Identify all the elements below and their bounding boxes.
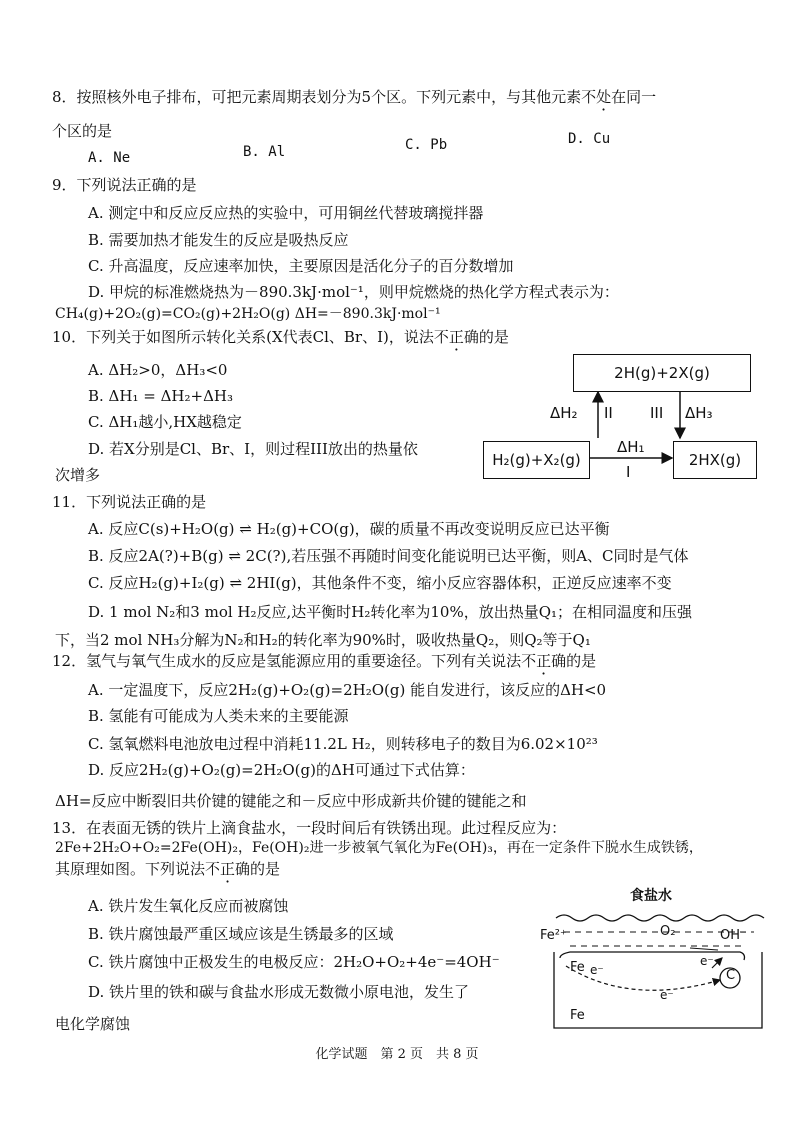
q12-option-b: B. 氢能有可能成为人类未来的主要能源 bbox=[88, 707, 349, 725]
q13-label-electron-1: e⁻ bbox=[590, 963, 604, 977]
q13-option-c: C. 铁片腐蚀中正极发生的电极反应：2H₂O+O₂+4e⁻=4OH⁻ bbox=[88, 953, 500, 971]
q10-option-b: B. ΔH₁ = ΔH₂+ΔH₃ bbox=[88, 387, 234, 405]
q13-stem-reaction: 2Fe+2H₂O+O₂=2Fe(OH)₂，Fe(OH)₂进一步被氧气氧化为Fe(OH)₃，再在一定条件下脱水生成铁锈， bbox=[55, 840, 703, 856]
q10-stem-emphasis: 不正确 bbox=[433, 328, 479, 346]
q13-stem-continued bbox=[55, 860, 280, 878]
q13-label-brine: 食盐水 bbox=[630, 888, 672, 904]
q10-stem-b: 的是 bbox=[478, 328, 509, 346]
q9-option-d: D. 甲烷的标准燃烧热为－890.3kJ·mol⁻¹，则甲烷燃烧的热化学方程式表示为： bbox=[88, 283, 619, 301]
q8-option-a: A. Ne bbox=[88, 150, 131, 166]
q11-stem: 11．下列说法正确的是 bbox=[52, 493, 207, 511]
q13-label-carbon: C bbox=[726, 968, 736, 983]
q8-stem-b: 同一 bbox=[626, 88, 657, 106]
q10-box-product: 2HX(g) bbox=[673, 441, 757, 479]
q11-option-c: C. 反应H₂(g)+I₂(g) ⇌ 2HI(g)，其他条件不变，缩小反应容器体积，正逆反应速率不变 bbox=[88, 574, 672, 592]
q13-label-electron-2: e⁻ bbox=[660, 988, 674, 1002]
q10-label-step3: III bbox=[650, 404, 664, 422]
q10-label-dh1: ΔH₁ bbox=[617, 438, 645, 456]
q12-stem-a: 12．氢气与氧气生成水的反应是氢能源应用的重要途径。下列有关说法 bbox=[52, 652, 522, 670]
q10-label-dh3: ΔH₃ bbox=[685, 404, 713, 422]
q13-label-fe2: Fe²⁺ bbox=[540, 928, 567, 943]
q10-stem bbox=[52, 328, 509, 346]
q10-box-atoms: 2H(g)+2X(g) bbox=[573, 354, 751, 392]
q13-iron-plate-outline bbox=[554, 952, 762, 1028]
page-footer: 化学试题 第 2 页 共 8 页 bbox=[315, 1047, 479, 1062]
q10-option-a: A. ΔH₂>0，ΔH₃<0 bbox=[88, 361, 228, 379]
q8-stem-a: 8．按照核外电子排布，可把元素周期表划分为5个区。下列元素中，与其他元素 bbox=[52, 88, 582, 106]
q9-equation: CH₄(g)+2O₂(g)=CO₂(g)+2H₂O(g) ΔH=－890.3kJ·mol⁻¹ bbox=[55, 306, 441, 322]
q13-stem-emphasis: 不正确 bbox=[205, 860, 251, 878]
q12-stem-b: 的是 bbox=[566, 652, 597, 670]
q13-label-fe-plate: Fe bbox=[570, 1008, 585, 1023]
q13-label-oh: OH⁻ bbox=[720, 928, 747, 943]
q10-energy-diagram bbox=[480, 350, 780, 490]
q10-option-d: D. 若X分别是Cl、Br、I，则过程III放出的热量依 bbox=[88, 440, 418, 458]
q13-stem-c-b: 的是 bbox=[250, 860, 281, 878]
q13-label-o2: O₂ bbox=[660, 924, 676, 939]
q13-corrosion-diagram bbox=[540, 888, 780, 1036]
q13-label-fe-anode: Fe bbox=[570, 960, 585, 975]
q8-option-c: C. Pb bbox=[405, 137, 448, 153]
q13-oh-pointer bbox=[690, 948, 718, 950]
q9-option-a: A. 测定中和反应反应热的实验中，可用铜丝代替玻璃搅拌器 bbox=[88, 204, 484, 222]
q11-option-d: D. 1 mol N₂和3 mol H₂反应,达平衡时H₂转化率为10%，放出热量Q₁；在相同温度和压强 bbox=[88, 603, 693, 621]
q8-option-b: B. Al bbox=[243, 144, 286, 160]
q13-option-d: D. 铁片里的铁和碳与食盐水形成无数微小原电池，发生了 bbox=[88, 983, 470, 1001]
q12-option-a: A. 一定温度下，反应2H₂(g)+O₂(g)=2H₂O(g) 能自发进行，该反应的ΔH<0 bbox=[88, 681, 607, 699]
q13-stem-c-a: 其原理如图。下列说法 bbox=[55, 860, 206, 878]
q11-option-b: B. 反应2A(?)+B(g) ⇌ 2C(?),若压强不再随时间变化能说明已达平衡，则A、C同时是气体 bbox=[88, 547, 689, 565]
q10-label-step2: II bbox=[604, 404, 613, 422]
q13-droplet-edge bbox=[560, 952, 745, 960]
q13-option-b: B. 铁片腐蚀最严重区域应该是生锈最多的区域 bbox=[88, 925, 394, 943]
q13-label-electron-3: e⁻ bbox=[700, 954, 714, 968]
q12-stem-emphasis: 不正确 bbox=[521, 652, 567, 670]
q10-box-reactants: H₂(g)+X₂(g) bbox=[483, 441, 590, 479]
q11-option-d-continued: 下，当2 mol NH₃分解为N₂和H₂的转化率为90%时，吸收热量Q₂，则Q₂等于Q₁ bbox=[55, 631, 591, 649]
q8-stem-emphasis: 不处在 bbox=[581, 88, 627, 106]
q9-stem: 9．下列说法正确的是 bbox=[52, 176, 197, 194]
q10-stem-a: 10．下列关于如图所示转化关系(X代表Cl、Br、I)，说法 bbox=[52, 328, 434, 346]
q9-option-c: C. 升高温度，反应速率加快，主要原因是活化分子的百分数增加 bbox=[88, 257, 514, 275]
q8-stem-continued: 个区的是 bbox=[52, 122, 113, 140]
q8-option-d: D. Cu bbox=[568, 131, 611, 147]
q10-option-d-continued: 次增多 bbox=[55, 466, 101, 484]
q13-option-a: A. 铁片发生氧化反应而被腐蚀 bbox=[88, 897, 289, 915]
q10-option-c: C. ΔH₁越小,HX越稳定 bbox=[88, 413, 242, 431]
q12-formula: ΔH=反应中断裂旧共价键的键能之和－反应中形成新共价键的键能之和 bbox=[55, 792, 527, 810]
q12-stem bbox=[52, 652, 596, 670]
q8-stem bbox=[52, 88, 656, 106]
q12-option-d: D. 反应2H₂(g)+O₂(g)=2H₂O(g)的ΔH可通过下式估算： bbox=[88, 761, 475, 779]
q13-stem: 13．在表面无锈的铁片上滴食盐水，一段时间后有铁锈出现。此过程反应为： bbox=[52, 819, 567, 837]
q13-water-surface bbox=[556, 915, 764, 921]
q12-option-c: C. 氢氧燃料电池放电过程中消耗11.2L H₂，则转移电子的数目为6.02×10²³ bbox=[88, 735, 598, 753]
q9-option-b: B. 需要加热才能发生的反应是吸热反应 bbox=[88, 231, 349, 249]
q11-option-a: A. 反应C(s)+H₂O(g) ⇌ H₂(g)+CO(g)，碳的质量不再改变说明反应已达平衡 bbox=[88, 520, 610, 538]
q10-label-step1: I bbox=[626, 463, 631, 481]
q10-label-dh2: ΔH₂ bbox=[550, 404, 578, 422]
q13-option-d-continued: 电化学腐蚀 bbox=[55, 1015, 131, 1033]
